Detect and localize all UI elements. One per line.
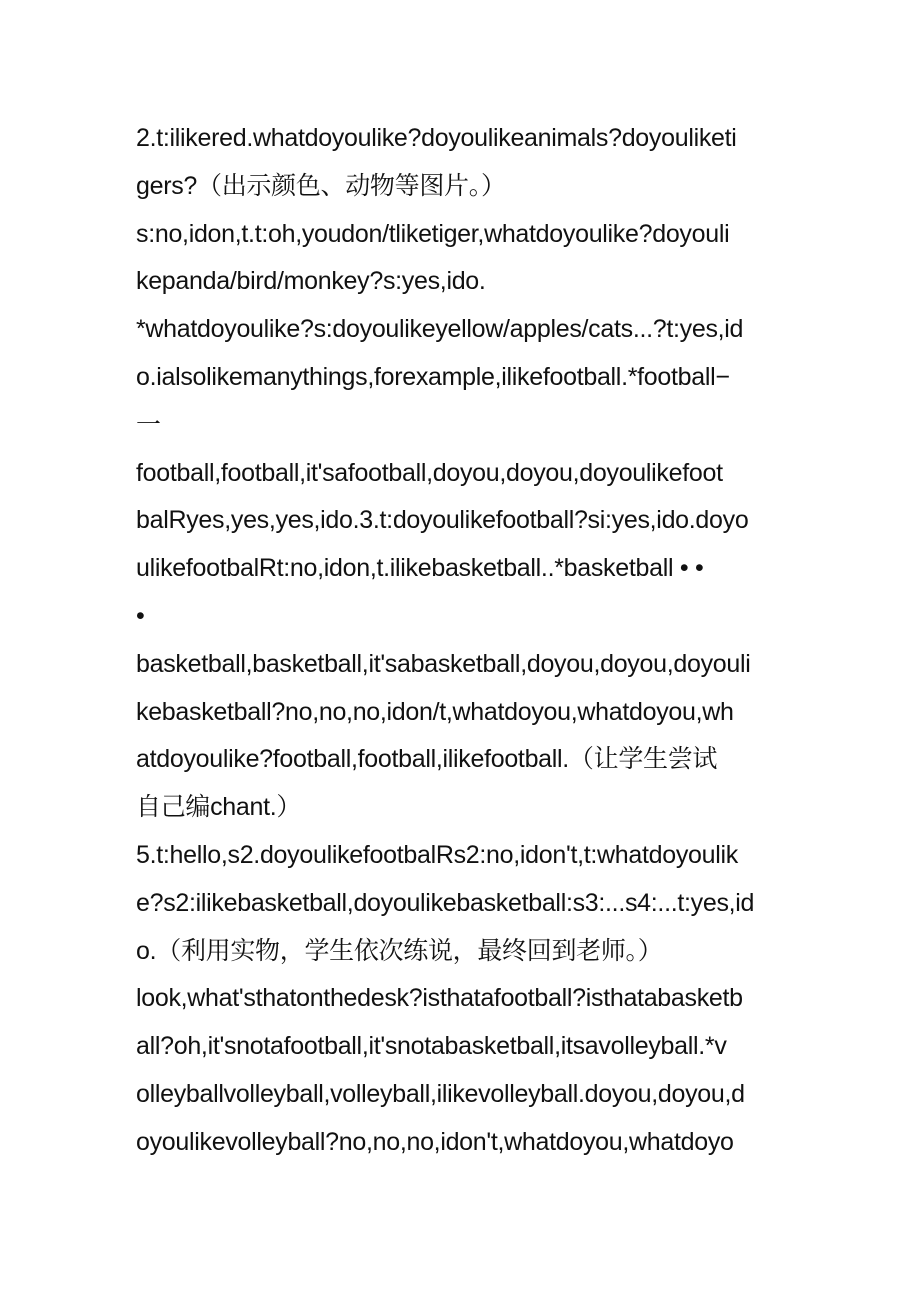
text-line: basketball,basketball,it'sabasketball,doyou,doyou,doyouli [136,649,751,678]
text-line: e?s2:ilikebasketball,doyoulikebasketball:s3:...s4:...t:yes,id [136,888,755,917]
text-line: o.（利用实物，学生依次练说，最终回到老师。） [136,936,663,965]
text-line: oyoulikevolleyball?no,no,no,idon't,whatdoyou,whatdoyo [136,1127,734,1156]
document-body [136,115,796,1167]
text-line: kepanda/bird/monkey?s:yes,ido. [136,267,486,296]
text-line: gers?（出示颜色、动物等图片。） [136,171,506,200]
text-line: 一 [136,410,161,439]
text-line: 5.t:hello,s2.doyoulikefootbalRs2:no,idon't,t:whatdoyoulik [136,840,738,869]
text-line: olleyballvolleyball,volleyball,ilikevolleyball.doyou,doyou,d [136,1079,745,1108]
text-line: all?oh,it'snotafootball,it'snotabasketball,itsavolleyball.*v [136,1032,727,1061]
text-line: • [136,601,145,630]
text-line: atdoyoulike?football,football,ilikefootball.（让学生尝试 [136,745,718,774]
text-line: football,football,it'safootball,doyou,doyou,doyoulikefoot [136,458,723,487]
text-line: kebasketball?no,no,no,idon/t,whatdoyou,whatdoyou,wh [136,697,734,726]
text-line: balRyes,yes,yes,ido.3.t:doyoulikefootball?si:yes,ido.doyo [136,506,749,535]
text-line: ulikefootbalRt:no,idon,t.ilikebasketball..*basketball • • [136,554,704,583]
text-line: 2.t:ilikered.whatdoyoulike?doyoulikeanimals?doyouliketi [136,124,737,152]
text-line: o.ialsolikemanythings,forexample,ilikefootball.*football− [136,362,730,391]
text-line: look,what'sthatonthedesk?isthatafootball?isthatabasketb [136,984,743,1013]
text-line: *whatdoyoulike?s:doyoulikeyellow/apples/cats...?t:yes,id [136,315,744,344]
text-line: s:no,idon,t.t:oh,youdon/tliketiger,whatdoyoulike?doyouli [136,219,730,248]
text-line: 自己编chant.） [136,793,302,822]
